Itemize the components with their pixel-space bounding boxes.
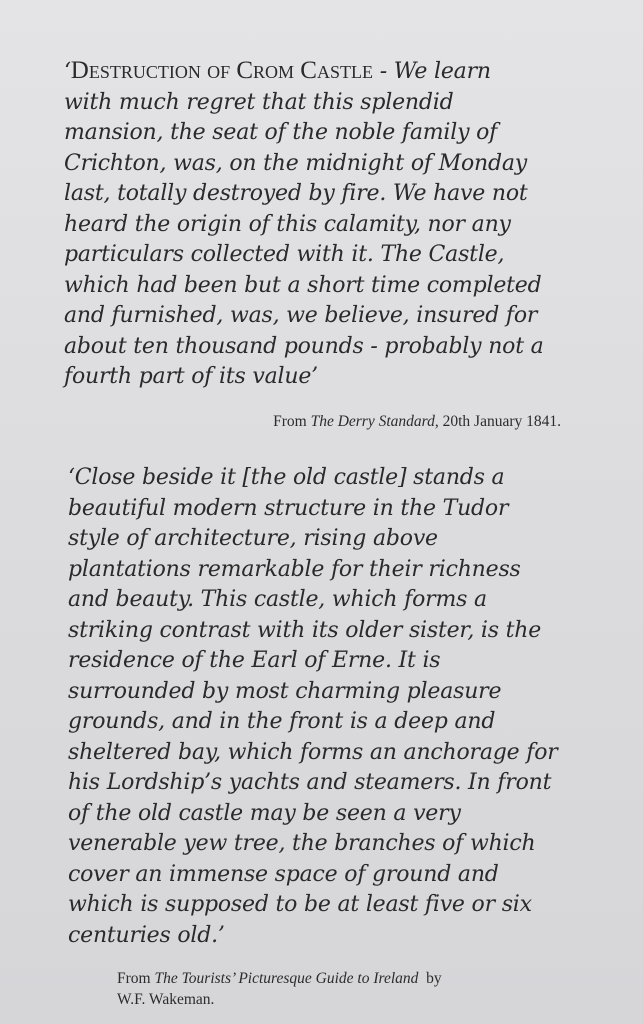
quote-line: sheltered bay, which forms an anchorage for <box>68 739 558 765</box>
source-title: The Tourists’ Picturesque Guide to Ireland <box>154 970 419 987</box>
quote-line: cover an immense space of ground and <box>68 861 499 887</box>
quote-line: residence of the Earl of Erne. It is <box>68 648 441 673</box>
quote-line: plantations remarkable for their richness <box>68 556 521 582</box>
quote-line: which is supposed to be at least five or six <box>68 892 532 917</box>
quote-line: his Lordship’s yachts and steamers. In front <box>68 770 552 795</box>
source-line <box>117 968 442 989</box>
quote-line: which had been but a short time completed <box>64 272 542 298</box>
quote-line: of the old castle may be seen a very <box>68 800 461 826</box>
quote-line: about ten thousand pounds - probably not a <box>64 333 544 359</box>
quote-line: grounds, and in the front is a deep and <box>68 709 496 734</box>
source-prefix: From <box>117 970 155 987</box>
source-attribution-derry <box>273 411 561 432</box>
source-attribution-wakeman <box>117 968 442 1010</box>
source-prefix: From <box>273 413 311 430</box>
quote-line: last, totally destroyed by fire. We have not <box>64 181 528 206</box>
quote-line: centuries old.’ <box>68 922 225 948</box>
quote-line: beautiful modern structure in the Tudor <box>68 495 509 521</box>
quote-tourists-guide <box>68 463 558 951</box>
quote-line: ‘Close beside it [the old castle] stands a <box>68 465 505 490</box>
quote-line <box>64 56 544 88</box>
quote-line: and beauty. This castle, which forms a <box>68 587 487 612</box>
source-by: by <box>418 970 442 987</box>
source-date: , 20th January 1841. <box>434 413 561 430</box>
open-quote-mark: ‘ <box>64 59 71 84</box>
quote-line: surrounded by most charming pleasure <box>68 678 502 704</box>
quote-line-text: - We learn <box>372 59 491 84</box>
quote-line: fourth part of its value’ <box>64 364 318 389</box>
quote-line: mansion, the seat of the noble family of <box>64 120 498 145</box>
quote-line: and furnished, was, we believe, insured for <box>64 303 538 328</box>
quote-line: heard the origin of this calamity, nor any <box>64 211 511 237</box>
quote-line: striking contrast with its older sister, is the <box>68 617 542 643</box>
quote-line: particulars collected with it. The Castle, <box>64 242 505 267</box>
source-title: The Derry Standard <box>310 413 435 430</box>
quote-derry-standard <box>64 56 544 393</box>
quote-line: style of architecture, rising above <box>68 526 438 551</box>
quote-line: Crichton, was, on the midnight of Monday <box>64 150 527 176</box>
source-author: W.F. Wakeman. <box>117 991 215 1008</box>
quote-heading: Destruction of Crom Castle <box>70 57 373 84</box>
quote-line: venerable yew tree, the branches of which <box>68 831 536 856</box>
quote-line: with much regret that this splendid <box>64 89 454 115</box>
